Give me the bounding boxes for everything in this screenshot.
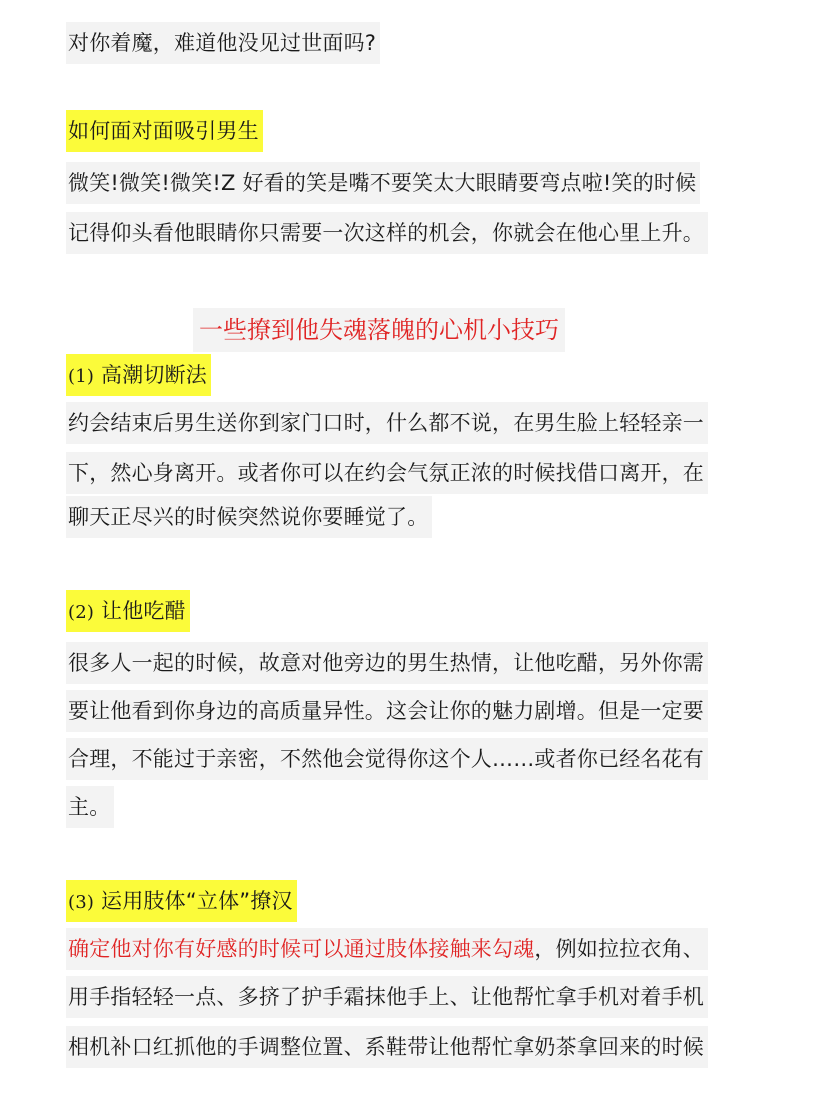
tip-number: (1) [68,366,95,387]
tip-heading-text: 运用肢体“立体”撩汉 [101,889,293,913]
tip-heading-text: 让他吃醋 [101,599,186,623]
intro-line: 对你着魔，难道他没见过世面吗? [66,22,380,64]
tip-heading-1 [66,354,211,396]
tip-heading-3 [66,880,297,922]
emphasis-text: 确定他对你有好感的时候可以通过肢体接触来勾魂 [68,937,535,961]
section-heading-attract: 如何面对面吸引男生 [66,110,263,152]
tip-heading-2 [66,590,190,632]
paragraph-line: 约会结束后男生送你到家门口时，什么都不说，在男生脸上轻轻亲一 [66,402,708,444]
tip-number: (3) [68,892,95,913]
paragraph-line: 微笑!微笑!微笑!Z 好看的笑是嘴不要笑太大眼睛要弯点啦!笑的时候 [66,162,700,204]
tip-number: (2) [68,602,95,623]
paragraph-line: 聊天正尽兴的时候突然说你要睡觉了。 [66,496,432,538]
paragraph-line: 主。 [66,786,114,828]
paragraph-line: 用手指轻轻一点、多挤了护手霜抹他手上、让他帮忙拿手机对着手机 [66,976,708,1018]
paragraph-line [66,928,708,970]
paragraph-line: 要让他看到你身边的高质量异性。这会让你的魅力剧增。但是一定要 [66,690,708,732]
tip-heading-text: 高潮切断法 [101,363,207,387]
paragraph-line: 记得仰头看他眼睛你只需要一次这样的机会，你就会在他心里上升。 [66,212,708,254]
paragraph-line: 相机补口红抓他的手调整位置、系鞋带让他帮忙拿奶茶拿回来的时候 [66,1026,708,1068]
paragraph-text: ，例如拉拉衣角、 [534,937,705,961]
paragraph-line: 很多人一起的时候，故意对他旁边的男生热情，让他吃醋，另外你需 [66,642,708,684]
paragraph-line: 合理，不能过于亲密，不然他会觉得你这个人……或者你已经名花有 [66,738,708,780]
paragraph-line: 下，然心身离开。或者你可以在约会气氛正浓的时候找借口离开，在 [66,452,708,494]
main-title: 一些撩到他失魂落魄的心机小技巧 [193,308,565,352]
